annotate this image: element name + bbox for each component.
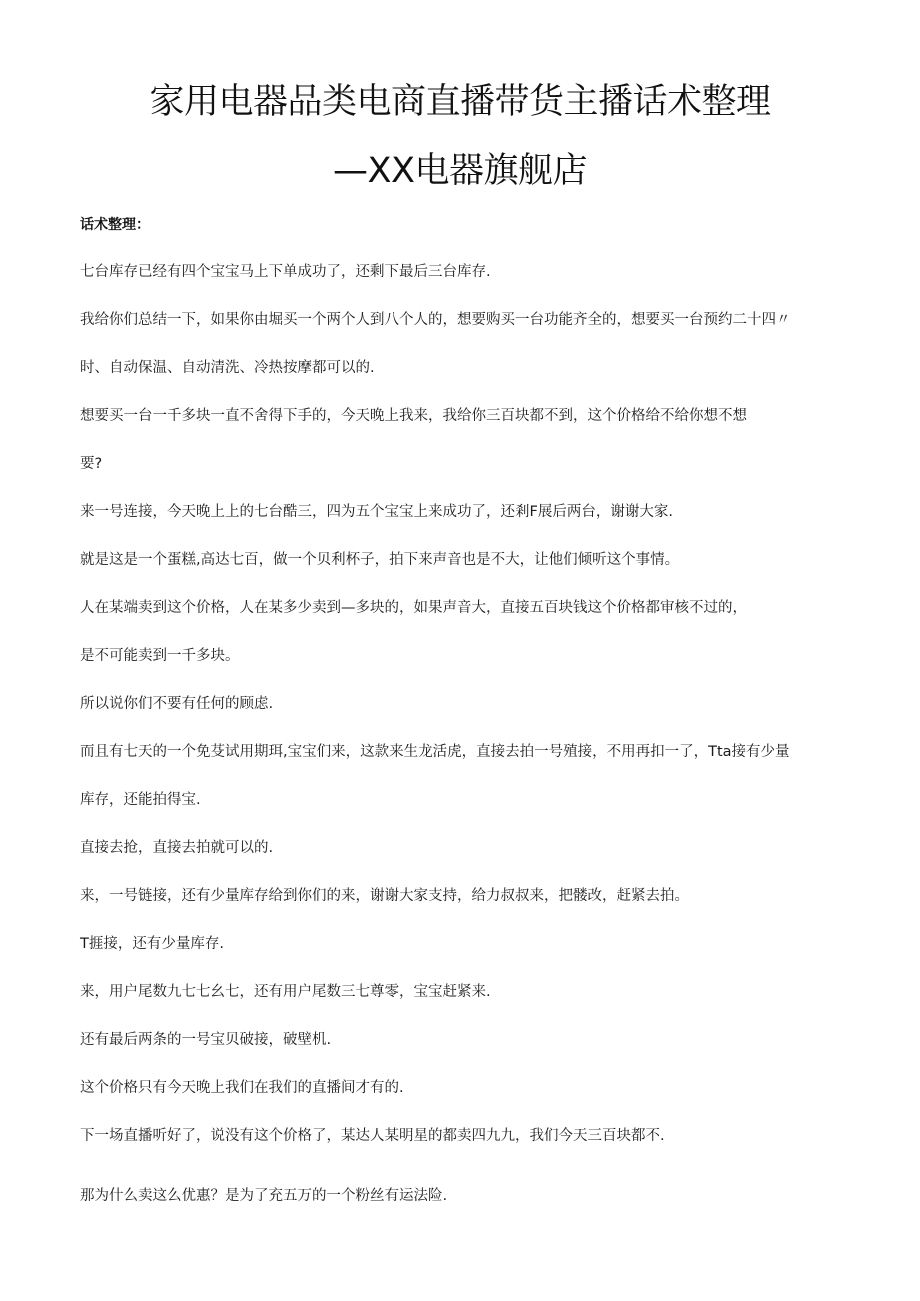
script-line: 来，用户尾数九七七幺七，还有用户尾数三七尊零，宝宝赶紧来. — [80, 984, 491, 1000]
script-line: 要? — [80, 456, 103, 472]
script-line: 那为什么卖这么优惠？是为了充五万的一个粉丝有运法险. — [80, 1188, 448, 1204]
script-line: 我给你们总结一下，如果你由堀买一个两个人到八个人的，想要购买一台功能齐全的，想要买一台预约二十四〃 — [80, 312, 791, 328]
script-line: 而且有七天的一个免芟试用期珥,宝宝们来，这款来生龙活虎，直接去拍一号殖接，不用再扣一了，Tta接有少量 — [80, 744, 790, 760]
script-line: 还有最后两条的一号宝贝破接，破壁机. — [80, 1032, 332, 1048]
document-title: 家用电器品类电商直播带货主播话术整理 — [149, 82, 771, 122]
script-line: 就是这是一个蛋糕,高达七百，做一个贝利杯子，拍下来声音也是不大，让他们倾听这个事情。 — [80, 552, 680, 568]
script-line: 来一号连接，今天晚上上的七台酷三，四为五个宝宝上来成功了，还剎F展后两台，谢谢大家. — [80, 504, 673, 520]
section-label: 话术整理： — [80, 217, 150, 233]
script-line: 时、自动保温、自动清洗、冷热按摩都可以的. — [80, 360, 375, 376]
script-line: 人在某端卖到这个价格，人在某多少卖到—多块的，如果声音大，直接五百块钱这个价格都审核不过的， — [80, 600, 747, 616]
script-line: 下一场直播听好了，说没有这个价格了，某达人某明星的都卖四九九，我们今天三百块都不. — [80, 1128, 665, 1144]
script-line: T捱接，还有少量库存. — [80, 936, 224, 952]
document-subtitle: —XX电器旗舰店 — [333, 151, 587, 191]
script-line: 这个价格只有今天晚上我们在我们的直播间才有的. — [80, 1080, 404, 1096]
script-line: 直接去抢，直接去拍就可以的. — [80, 840, 274, 856]
script-line: 是不可能卖到一千多块。 — [80, 648, 240, 664]
script-line: 七台库存已经有四个宝宝马上下单成功了，还剩下最后三台库存. — [80, 264, 491, 280]
script-line: 想要买一台一千多块一直不舍得下手的，今天晚上我来，我给你三百块都不到，这个价格给不给你想不想 — [80, 408, 747, 424]
script-line: 来，一号链接，还有少量库存给到你们的来，谢谢大家支持，给力叔叔来，把髅改，赶紧去拍。 — [80, 888, 689, 904]
script-line: 库存，还能拍得宝. — [80, 792, 201, 808]
script-line: 所以说你们不要有任何的顾虑. — [80, 696, 274, 712]
